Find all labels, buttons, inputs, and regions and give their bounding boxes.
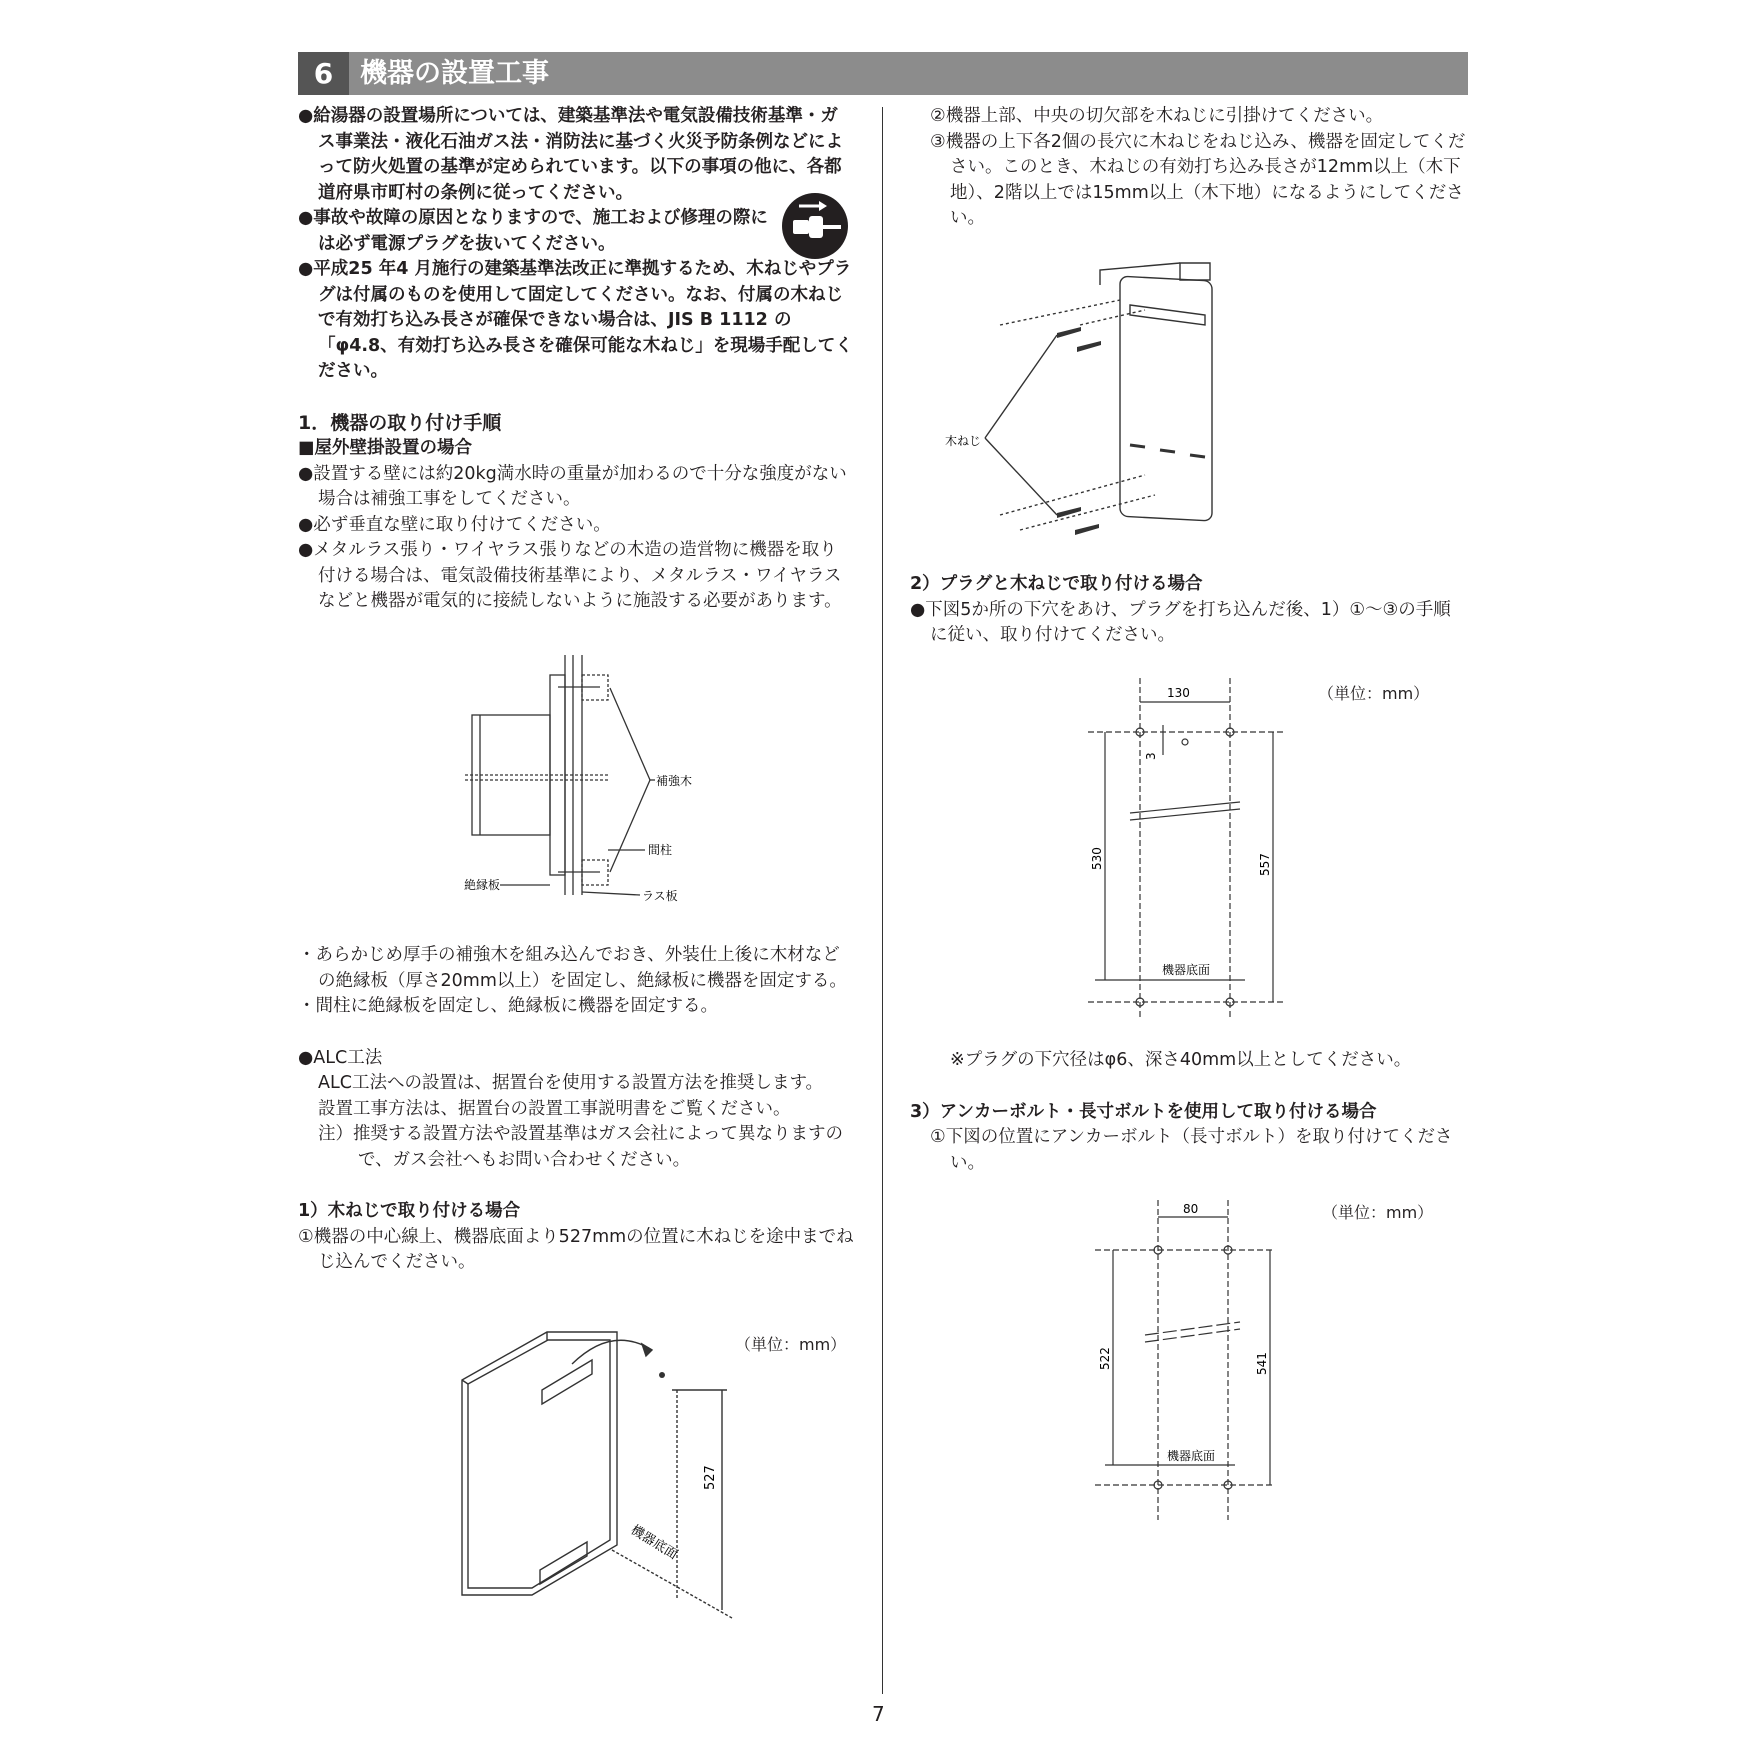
fig5-dim-557: 557 [1258,853,1272,876]
step-1-title: 1）木ねじで取り付ける場合 [298,1201,521,1221]
column-divider [882,107,883,1694]
section-1-title: 1．機器の取り付け手順 [298,411,502,434]
step-2-instruction: ●下図5か所の下穴をあけ、プラグを打ち込んだ後、1）①～③の手順に従い、取り付けてください。 [910,599,1451,645]
bullet-1: ●設置する壁には約20kg満水時の重量が加わるので十分な強度がない場合は補強工事をしてください。 [298,463,847,509]
fig3-unit: （単位：mm） [735,1335,847,1354]
alc-text-1: ALC工法への設置は、据置台を使用する設置方法を推奨します。 [318,1073,824,1093]
heater-mount-diagram [945,245,1315,545]
plug-hole-layout [1085,670,1305,1030]
plug-note: ※プラグの下穴径はφ6、深さ40mm以上としてください。 [950,1050,1412,1070]
anchor-bolt-layout [1085,1195,1305,1525]
label-rasu: ラス板 [642,889,678,903]
label-mabashira: 間柱 [648,843,673,857]
fig4-screw-label: 木ねじ [945,434,982,448]
fig5-unit: （単位：mm） [1318,684,1430,703]
page-number: 7 [872,1702,885,1726]
unplug-icon [781,192,849,260]
right-column-mid [910,572,1466,649]
alc-note: 注）推奨する設置方法や設置基準はガス会社によって異なりますので、ガス会社へもお問い合わせください。 [318,1124,843,1170]
label-zetsuen: 絶縁板 [464,878,501,892]
subsection-title: ■屋外壁掛設置の場合 [298,438,473,458]
step-2-title: 2）プラグと木ねじで取り付ける場合 [910,574,1203,594]
fig6-unit: （単位：mm） [1322,1203,1434,1222]
heater-screw-diagram [452,1320,752,1630]
label-hokyou: 補強木 [656,774,693,788]
bullet-3: ●メタルラス張り・ワイヤラス張りなどの木造の造営物に機器を取り付ける場合は、電気設備技術基準により、メタルラス・ワイヤラスなどと機器が電気的に接続しないように施設する必要があります。 [298,540,842,611]
warning-3: ●平成25 年4 月施行の建築基準法改正に準拠するため、木ねじやプラグは付属のものを使用して固定してください。なお、付属の木ねじで有効打ち込み長さが確保できない場合は、JIS B 1112 の「φ4.8、有効打ち込み長さを確保可能な木ねじ」を現場手配してください。 [298,259,853,381]
fig6-dim-541: 541 [1255,1352,1269,1375]
section-title: 機器の設置工事 [360,58,549,89]
fig6-dim-522: 522 [1098,1347,1112,1370]
fig5-dim-530: 530 [1090,847,1104,870]
step-3-title: 3）アンカーボルト・長寸ボルトを使用して取り付ける場合 [910,1101,1377,1122]
note-2: ・間柱に絶縁板を固定し、絶縁板に機器を固定する。 [298,996,718,1016]
wall-section-diagram [460,650,730,910]
step-3-text: ③機器の上下各2個の長穴に木ねじをねじ込み、機器を固定してください。このとき、木ねじの有効打ち込み長さが12mm以上（木下地）、2階以上では15mm以上（木下地）になるようにしてください。 [930,131,1466,228]
step-1-text: ①機器の中心線上、機器底面より527mmの位置に木ねじを途中までねじ込んでください。 [298,1226,854,1272]
step-3-instruction: ①下図の位置にアンカーボルト（長寸ボルト）を取り付けてください。 [930,1127,1453,1173]
right-column-lower [910,1048,1466,1176]
section-number: 6 [298,52,349,95]
note-1: ・あらかじめ厚手の補強木を組み込んでおき、外装仕上後に木材などの絶縁板（厚さ20mm以上）を固定し、絶縁板に機器を固定する。 [298,945,847,991]
left-column-top [298,104,854,615]
fig3-dim-527: 527 [703,1465,718,1490]
fig5-dim-3: 3 [1144,752,1158,760]
fig6-dim-80: 80 [1183,1202,1199,1216]
section-header [298,52,1468,95]
alc-text-2: 設置工事方法は、据置台の設置工事説明書をご覧ください。 [318,1098,791,1119]
right-column-top [910,104,1466,232]
fig5-bottom-label: 機器底面 [1162,963,1211,977]
fig6-bottom-label: 機器底面 [1167,1449,1216,1463]
alc-title: ●ALC工法 [298,1047,383,1068]
left-column-bottom [298,943,854,1276]
step-2-text: ②機器上部、中央の切欠部を木ねじに引掛けてください。 [930,106,1384,126]
bullet-2: ●必ず垂直な壁に取り付けてください。 [298,514,611,535]
warning-1: ●給湯器の設置場所については、建築基準法や電気設備技術基準・ガス事業法・液化石油ガス法・消防法に基づく火災予防条例などによって防火処置の基準が定められています。以下の事項の他に、各都道府県市町村の条例に従ってください。 [298,106,843,203]
fig5-dim-130: 130 [1167,686,1190,700]
warning-2: ●事故や故障の原因となりますので、施工および修理の際には必ず電源プラグを抜いてください。 [298,208,768,254]
fig3-bottom-label: 機器底面 [627,1522,680,1563]
